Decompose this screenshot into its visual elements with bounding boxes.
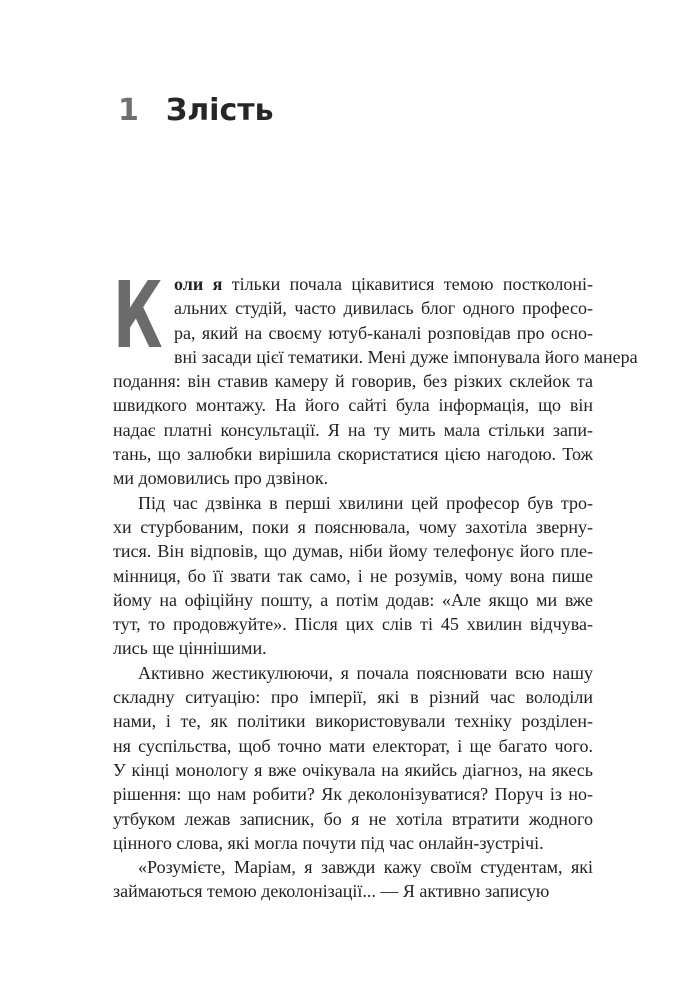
text-line: Під час дзвінка в перші хвилини цей професор був тро- — [138, 492, 593, 513]
text-line: хи стурбованим, поки я пояснювала, чому захотіла зверну- — [113, 516, 593, 537]
text-line: Активно жестикулюючи, я почала пояснювати всю нашу — [138, 662, 593, 683]
text-line: мінниця, бо її звати так само, і не розумів, чому вона пише — [113, 565, 593, 586]
bold-lead: оли я — [174, 274, 223, 294]
chapter-header — [118, 93, 274, 128]
chapter-title: Злість — [165, 93, 274, 128]
text-line: утбуком лежав записник, бо я не хотіла втратити жодного — [113, 808, 593, 829]
text-line: йому на офіційну пошту, а потім додав: «Але якщо ми вже — [113, 589, 593, 610]
text-line: цінного слова, які могла почути під час онлайн-зустрічі. — [113, 832, 544, 853]
text-line: ми домовились про дзвінок. — [113, 468, 329, 489]
paragraph — [113, 661, 593, 855]
text-line: тань, що залюбки вирішила скористатися цією нагодою. Тож — [113, 444, 593, 465]
text-line: подання: він ставив камеру й говорив, без різких склейок та — [113, 371, 593, 392]
drop-cap: К — [113, 262, 163, 369]
paragraph — [113, 855, 593, 904]
text-line: рішення: що нам робити? Як деколонізуватися? Поруч із но- — [113, 784, 593, 805]
text-line: «Розумієте, Маріам, я завжди кажу своїм студентам, які — [138, 857, 593, 878]
text-line: тися. Він відповів, що думав, ніби йому телефонує його пле- — [113, 541, 593, 562]
text-line: складну ситуацію: про імперії, які в різний час володіли — [113, 687, 593, 708]
paragraph — [113, 262, 638, 491]
text-line: швидкого монтажу. На його сайті була інформація, що він — [113, 395, 593, 416]
paragraph — [113, 491, 593, 661]
text-line: займаються темою деколонізації... — Я активно записую — [113, 881, 550, 902]
text-line: ня суспільства, щоб точно мати електорат, і ще багато чого. — [113, 735, 593, 756]
chapter-number: 1 — [118, 93, 139, 128]
text-line: надає платні консультації. Я на ту мить мала стільки запи- — [113, 419, 593, 440]
body-text — [113, 262, 638, 904]
text-line: тут, то продовжуйте». Після цих слів ті 45 хвилин відчува- — [113, 614, 593, 635]
text-line: оли я тільки почала цікавитися темою постколоні- — [174, 274, 593, 294]
text-line: вні засади цієї тематики. Мені дуже імпонувала його манера — [174, 346, 638, 367]
text-line: альних студій, часто дивилась блог одного професо- — [174, 298, 593, 319]
text-line: ра, який на своєму ютуб-каналі розповідав про осно- — [174, 322, 593, 343]
text-line: нами, і те, як політики використовували техніку розділен- — [113, 711, 593, 732]
text-line: У кінці монологу я вже очікувала на якийсь діагноз, на якесь — [113, 759, 593, 780]
text-line: лись ще ціннішими. — [113, 638, 267, 659]
